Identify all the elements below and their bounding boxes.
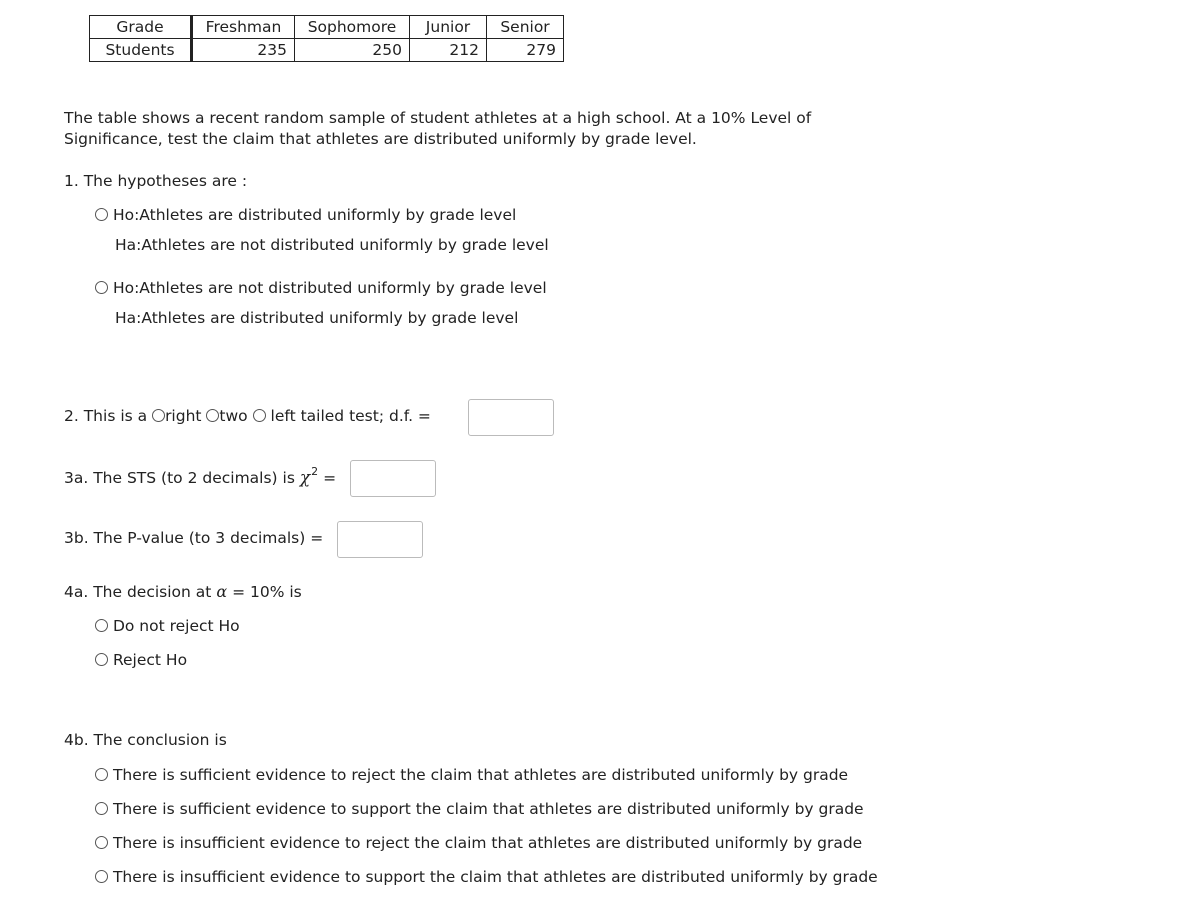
radio-button[interactable] — [95, 619, 108, 632]
grade-sophomore: Sophomore — [295, 16, 410, 39]
problem-statement — [64, 108, 811, 150]
q2-line — [64, 407, 431, 425]
students-senior: 279 — [487, 39, 564, 62]
grade-junior: Junior — [410, 16, 487, 39]
q4b-option-4[interactable] — [95, 868, 878, 886]
students-sophomore: 250 — [295, 39, 410, 62]
row-header-students: Students — [90, 39, 192, 62]
q2-right-label: right — [165, 407, 202, 425]
radio-button[interactable] — [95, 802, 108, 815]
grade-freshman: Freshman — [192, 16, 295, 39]
q4b-option-3-label: There is insufficient evidence to reject the claim that athletes are distributed uniformly by grade — [112, 834, 863, 852]
row-header-grade: Grade — [90, 16, 192, 39]
chi-symbol: χ — [299, 468, 311, 488]
q1-option-1-ho: Ho:Athletes are distributed uniformly by grade level — [112, 206, 517, 224]
q1-label: 1. The hypotheses are : — [64, 172, 248, 190]
q2-two-label: two — [219, 407, 248, 425]
q1-option-2-ha: Ha:Athletes are distributed uniformly by grade level — [115, 309, 519, 327]
radio-button[interactable] — [95, 768, 108, 781]
radio-button[interactable] — [95, 208, 108, 221]
q2-prefix: 2. This is a — [64, 407, 148, 425]
q1-option-2[interactable] — [95, 279, 547, 297]
problem-line-1: The table shows a recent random sample of student athletes at a high school. At a 10% Level of — [64, 109, 812, 127]
q4a-suffix: = 10% is — [232, 583, 302, 601]
q3a-prefix: 3a. The STS (to 2 decimals) is — [64, 469, 295, 487]
q4a-prefix: 4a. The decision at — [64, 583, 212, 601]
q4a-option-2-label: Reject Ho — [112, 651, 188, 669]
q3b-label: 3b. The P-value (to 3 decimals) = — [64, 529, 324, 547]
q4b-option-2-label: There is sufficient evidence to support the claim that athletes are distributed uniformly by grade — [112, 800, 864, 818]
q3a-line — [64, 465, 337, 488]
students-freshman: 235 — [192, 39, 295, 62]
q4b-option-4-label: There is insufficient evidence to support the claim that athletes are distributed uniformly by grade — [112, 868, 878, 886]
radio-button[interactable] — [95, 653, 108, 666]
radio-right-tailed[interactable] — [152, 409, 165, 422]
q4b-label: 4b. The conclusion is — [64, 731, 227, 749]
q4b-option-3[interactable] — [95, 834, 862, 852]
sts-input[interactable] — [350, 460, 436, 497]
radio-button[interactable] — [95, 836, 108, 849]
table-row — [90, 39, 564, 62]
radio-left-tailed[interactable] — [253, 409, 266, 422]
problem-line-2: Significance, test the claim that athletes are distributed uniformly by grade level. — [64, 130, 697, 148]
radio-button[interactable] — [95, 870, 108, 883]
q1-option-1-ha: Ha:Athletes are not distributed uniformly by grade level — [115, 236, 549, 254]
p-value-input[interactable] — [337, 521, 423, 558]
q4a-option-1[interactable] — [95, 617, 240, 635]
q4a-option-1-label: Do not reject Ho — [112, 617, 240, 635]
radio-two-tailed[interactable] — [206, 409, 219, 422]
students-junior: 212 — [410, 39, 487, 62]
q1-option-1[interactable] — [95, 206, 516, 224]
q4b-option-2[interactable] — [95, 800, 864, 818]
q4b-option-1-label: There is sufficient evidence to reject the claim that athletes are distributed uniformly by grade — [112, 766, 849, 784]
grade-table — [89, 15, 564, 62]
q1-option-2-ho: Ho:Athletes are not distributed uniformly by grade level — [112, 279, 547, 297]
table-row — [90, 16, 564, 39]
radio-button[interactable] — [95, 281, 108, 294]
grade-senior: Senior — [487, 16, 564, 39]
q3a-equals: = — [323, 469, 337, 487]
df-input[interactable] — [468, 399, 554, 436]
q4a-option-2[interactable] — [95, 651, 187, 669]
q2-left-label: left tailed test; d.f. = — [270, 407, 431, 425]
q4a-line — [64, 582, 302, 601]
alpha-symbol: α — [216, 582, 228, 601]
chi-exponent: 2 — [311, 465, 319, 478]
q4b-option-1[interactable] — [95, 766, 848, 784]
